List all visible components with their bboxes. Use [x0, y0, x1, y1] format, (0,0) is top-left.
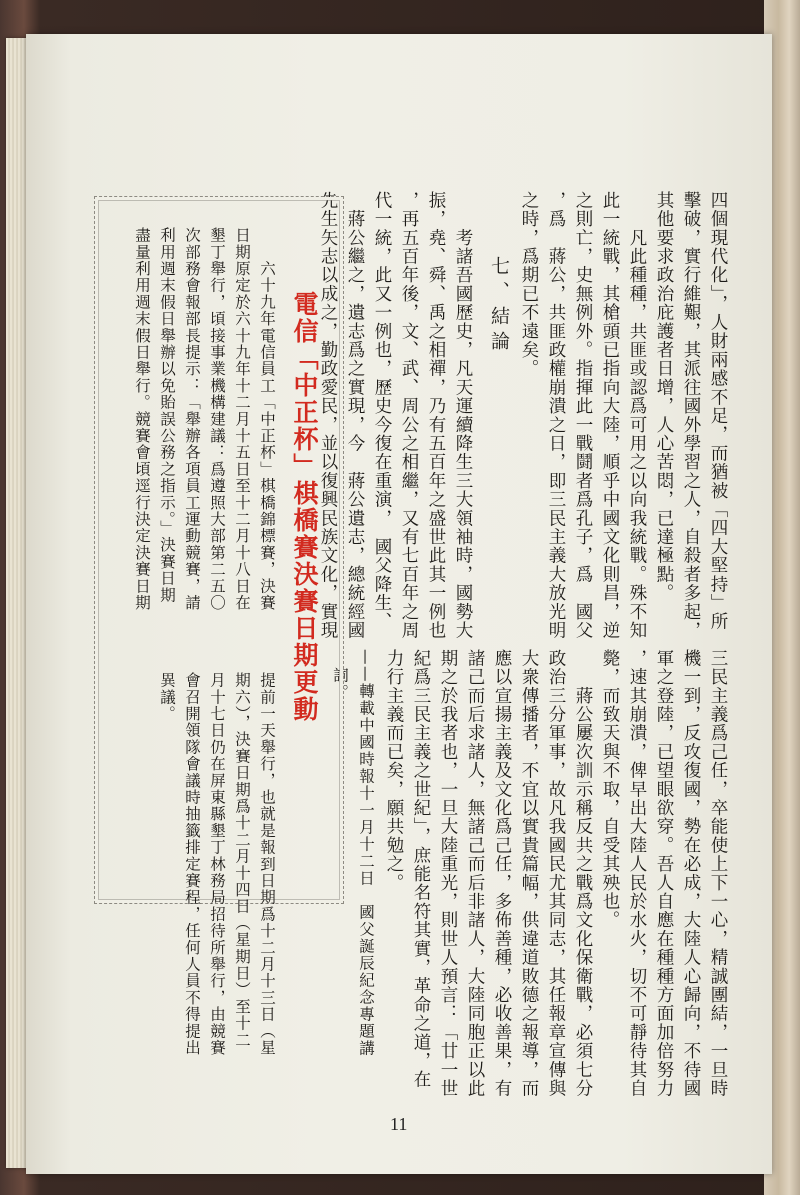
- article-column: 三民主義爲己任，卒能使上下一心，精誠團結，一旦時: [708, 649, 728, 1098]
- article-column: 紀爲三民主義之世紀」，庶能名符其實，革命之道，在: [411, 649, 431, 1090]
- notice-column: 六十九年電信員工「中正杯」棋橋錦標賽，決賽: [258, 227, 276, 612]
- notice-column: 會召開領隊會議時抽籤排定賽程，任何人員不得提出: [183, 672, 201, 1057]
- article-column: 蔣公屢次訓示稱反共之戰爲文化保衛戰，必須七分: [573, 649, 593, 1098]
- article-column: 先生矢志以成之，勤政愛民，並以復興民族文化，實現: [318, 191, 338, 640]
- attribution: ——轉載中國時報十一月十二日 國父誕辰紀念專題講: [357, 649, 375, 1057]
- notice-column: 月十七日仍在屏東縣墾丁林務局招待所舉行，由競賽: [208, 672, 226, 1057]
- article-column: 代一統，此又一例也，歷史今復在重演， 國父降生、: [372, 191, 392, 632]
- section-heading: 七、結論: [488, 256, 510, 356]
- notice-column: 墾丁舉行，頃接事業機構建議：爲遵照大部第二五〇: [208, 227, 226, 612]
- article-column: 考諸吾國歷史，凡天運續降生三大領袖時，國勢大: [453, 191, 473, 640]
- article-column: 其他要求政治庇護者日增，人心苦悶，已達極點。: [654, 191, 674, 603]
- article-column: 斃，而致天與不取，自受其殃也。: [600, 649, 620, 930]
- notice-column: 盡量利用週末假日舉行。競賽會頃逕行決定決賽日期: [133, 227, 151, 612]
- page-number: 11: [390, 1114, 408, 1134]
- attribution-end: 詞。: [331, 667, 349, 701]
- article-column: 期之於我者也，一旦大陸重光，則世人預言：「廿一世: [438, 649, 458, 1098]
- article-column: ，爲 蔣公，共匪政權崩潰之日，即三民主義大放光明: [546, 191, 566, 640]
- article-column: 蔣公繼之，遺志爲之實現，今 蔣公遺志，總統經國: [345, 191, 365, 640]
- article-column: 四個現代化」，人財兩感不足，而猶被「四大堅持」所: [708, 191, 728, 632]
- article-column: ，再五百年後，文、武、周公之相繼，又有七百年之周: [399, 191, 419, 640]
- notice-column: 日期原定於六十九年十二月十五日至十二月十八日在: [233, 227, 251, 612]
- notice-column: 異議。: [158, 672, 176, 723]
- article-column: 大衆傳播者，不宜以實貴篇幅，供違道敗德之報導，而: [519, 649, 539, 1098]
- notice-column: 提前一天舉行，也就是報到日期爲十二月十三日（星: [258, 672, 276, 1057]
- book-page: [26, 34, 772, 1174]
- article-column: 軍之登陸，已望眼欲穿。吾人自應在種種方面加倍努力: [654, 649, 674, 1098]
- notice-column: 期六），決賽日期爲十二月十四日（星期日）至十二: [233, 672, 251, 1049]
- notice-column: 利用週末假日舉辦以免貽誤公務之指示。」決賽日期: [158, 227, 176, 604]
- article-column: 諸己而后求諸人，無諸己而后非諸人，大陸同胞正以此: [465, 649, 485, 1098]
- article-column: ，速其崩潰，俾早出大陸人民於水火，切不可靜待其自: [627, 649, 647, 1098]
- article-column: 擊破，實行維艱，其派往國外學習之人，自殺者多起，: [681, 191, 701, 640]
- article-column: 應以宣揚主義及文化爲己任，多佈善種，必收善果，有: [492, 649, 512, 1098]
- article-column: 此一統戰，其槍頭已指向大陸，順乎中國文化則昌，逆: [600, 191, 620, 640]
- article-column: 政治三分軍事，故凡我國民尤其同志，其任報章宣傳與: [546, 649, 566, 1098]
- article-column: 之則亡，史無例外。指揮此一戰鬪者爲孔子，爲 國父: [573, 191, 593, 640]
- article-column: 凡此種種，共匪或認爲可用之以向我統戰。殊不知: [627, 191, 647, 640]
- article-column: 機一到，反攻復國，勢在必成，大陸人心歸向，不待國: [681, 649, 701, 1098]
- article-column: 之時，爲期已不遠矣。: [519, 191, 539, 378]
- article-column: 力行主義而已矣，願共勉之。: [384, 649, 404, 893]
- notice-box: [94, 196, 344, 1057]
- article-column: 振，堯、舜、禹之相禪，乃有五百年之盛世此其一例也: [426, 191, 446, 640]
- notice-title: 電信「中正杯」棋橋賽決賽日期更動: [290, 291, 319, 723]
- notice-column: 次部務會報部長提示：「舉辦各項員工運動競賽，請: [183, 227, 201, 612]
